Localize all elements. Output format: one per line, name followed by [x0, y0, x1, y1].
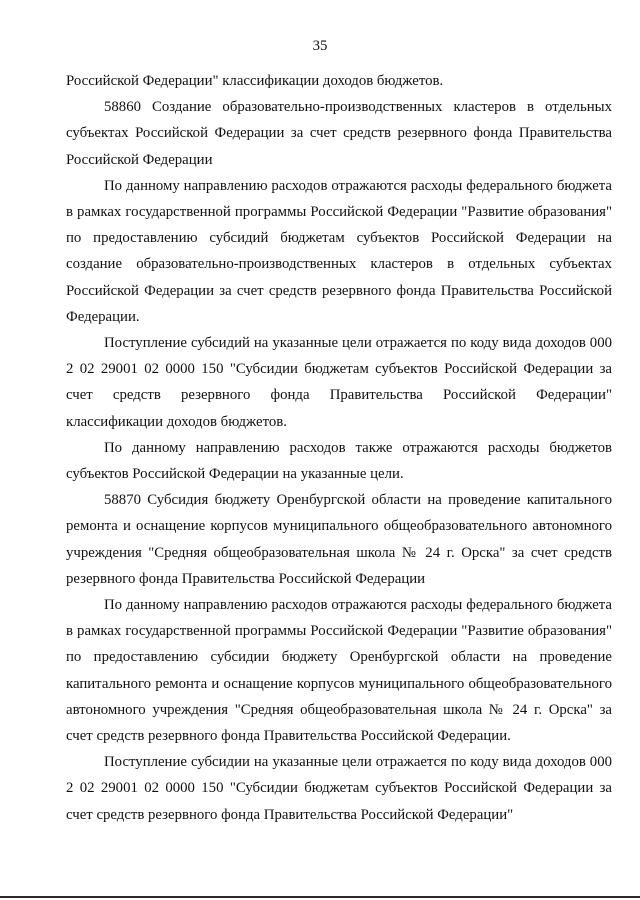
page-number: 35	[312, 38, 328, 54]
paragraph-code-58860-heading: 58860 Создание образовательно-производственных кластеров в отдельных субъектах Российской Федерации за счет средств резервного фонда Правительства Российской Федерации	[66, 99, 612, 168]
paragraph-58870-description: По данному направлению расходов отражаются расходы федерального бюджета в рамках государственной программы Российской Федерации "Развитие образования" по предоставлению субсидии бюджету Оренбургской области на проведение капитального ремонта и оснащение корпусов муниципального общеобразовательного автономного учреждения "Средняя общеобразовательная школа № 24 г. Орска" за счет средств резервного фонда Правительства Российской Федерации.	[66, 597, 612, 745]
paragraph-continuation: Российской Федерации" классификации доходов бюджетов.	[66, 73, 444, 89]
paragraph-code-58870-heading: 58870 Субсидия бюджету Оренбургской области на проведение капитального ремонта и оснащение корпусов муниципального общеобразовательного автономного учреждения "Средняя общеобразовательная школа № 24 г. Орска" за счет средств резервного фонда Правительства Российской Федерации	[66, 492, 612, 587]
paragraph-58860-income: Поступление субсидий на указанные цели отражается по коду вида доходов 000 2 02 29001 02 0000 150 "Субсидии бюджетам субъектов Российской Федерации за счет средств резервного фонда Правительства Российской Федерации" классификации доходов бюджетов.	[66, 335, 612, 430]
page-bottom-edge	[0, 896, 640, 898]
paragraph-58870-income: Поступление субсидии на указанные цели отражается по коду вида доходов 000 2 02 29001 02 0000 150 "Субсидии бюджетам субъектов Российской Федерации за счет средств резервного фонда Правительства Российской Федерации"	[66, 754, 612, 823]
paragraph-58860-regional: По данному направлению расходов также отражаются расходы бюджетов субъектов Российской Федерации на указанные цели.	[66, 439, 612, 483]
body-text	[66, 68, 612, 828]
paragraph-58860-description: По данному направлению расходов отражаются расходы федерального бюджета в рамках государственной программы Российской Федерации "Развитие образования" по предоставлению субсидий бюджетам субъектов Российской Федерации на создание образовательно-производственных кластеров в отдельных субъектах Российской Федерации за счет средств резервного фонда Правительства Российской Федерации.	[66, 177, 612, 325]
